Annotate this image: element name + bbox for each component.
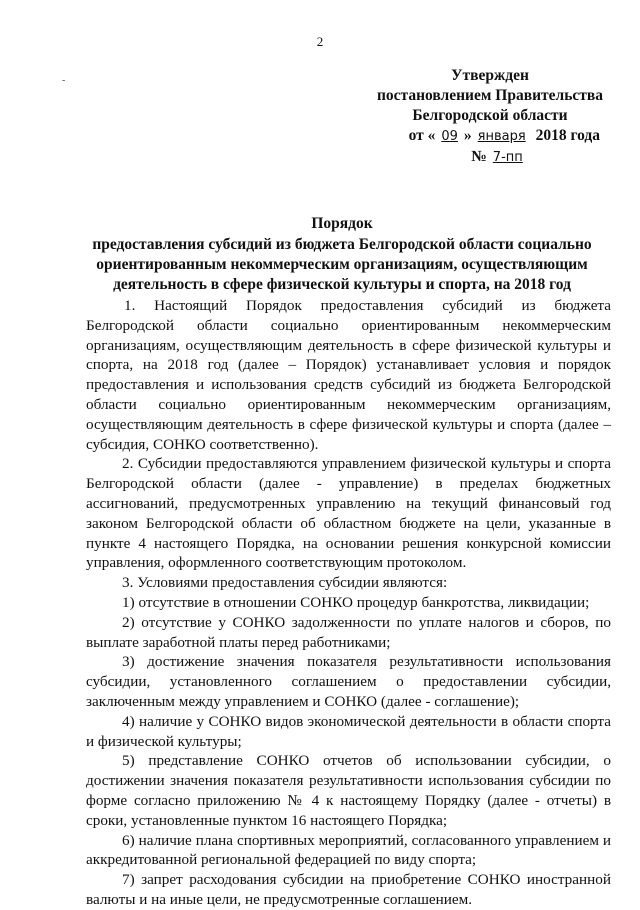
approval-line-resolution: постановлением Правительства bbox=[376, 87, 604, 104]
approval-line-region: Белгородской области bbox=[412, 107, 568, 124]
title-subtitle: предоставления субсидий из бюджета Белгородской области социально ориентированным некоммерческим организациям, осуществляющим деятельность в сфере физической культуры и спорта, на 2018 год bbox=[92, 236, 592, 293]
approval-line-approved: Утвержден bbox=[451, 67, 529, 84]
number-value: 7-пп bbox=[492, 150, 523, 165]
corner-mark: - bbox=[62, 75, 66, 86]
document-title bbox=[86, 214, 598, 295]
date-mid: » bbox=[463, 127, 472, 144]
title-heading: Порядок bbox=[311, 215, 373, 232]
approval-date bbox=[352, 126, 628, 147]
condition-6: 6) наличие плана спортивных мероприятий, согласованного управлением и аккредитованной региональной федерацией по виду спорта; bbox=[86, 831, 611, 869]
document-body bbox=[86, 296, 611, 910]
paragraph-2: 2. Субсидии предоставляются управлением физической культуры и спорта Белгородской области (далее - управление) в пределах бюджетных ассигнований, предусмотренных управлению на текущий финансовый год законом Белгородской области об областном бюджете на цели, указанные в пункте 4 настоящего Порядка, на основании решения конкурсной комиссии управления, оформленного соответствующим протоколом. bbox=[86, 455, 611, 572]
condition-1: 1) отсутствие в отношении СОНКО процедур банкротства, ликвидации; bbox=[122, 593, 590, 611]
paragraph-3: 3. Условиями предоставления субсидии являются: bbox=[122, 574, 448, 592]
condition-4: 4) наличие у СОНКО видов экономической деятельности в области спорта и физической культуры; bbox=[86, 712, 611, 750]
page-number: 2 bbox=[316, 34, 324, 49]
approval-number bbox=[352, 147, 628, 168]
date-year: 2018 года bbox=[535, 127, 600, 144]
condition-7: 7) запрет расходования субсидии на приобретение СОНКО иностранной валюты и на иные цели, не предусмотренные соглашением. bbox=[86, 871, 611, 908]
paragraph-1: 1. Настоящий Порядок предоставления субсидий из бюджета Белгородской области социально ориентированным некоммерческим организациям, осуществляющим деятельность в сфере физической культуры и спорта, на 2018 год (далее – Порядок) устанавливает условия и порядок предоставления и использования средств субсидий из бюджета Белгородской области социально ориентированным некоммерческим организациям, осуществляющим деятельность в сфере физической культуры и спорта (далее – субсидия, СОНКО соответственно). bbox=[86, 297, 611, 453]
condition-5: 5) представление СОНКО отчетов об использовании субсидии, о достижении значения показателя результативности использования субсидии по форме согласно приложению № 4 к настоящему Порядку (далее - отчеты) в сроки, установленные пунктом 16 настоящего Порядка; bbox=[86, 752, 611, 829]
date-day: 09 bbox=[441, 129, 458, 144]
condition-3: 3) достижение значения показателя результативности использования субсидии, установленного соглашением о предоставлении субсидии, заключенным между управлением и СОНКО (далее - соглашение); bbox=[86, 653, 611, 710]
condition-2: 2) отсутствие у СОНКО задолженности по уплате налогов и сборов, по выплате заработной платы перед работниками; bbox=[86, 613, 611, 651]
approval-stamp bbox=[352, 66, 628, 168]
number-prefix: № bbox=[471, 148, 487, 165]
date-month: января bbox=[477, 129, 526, 144]
date-prefix: от « bbox=[408, 127, 436, 144]
